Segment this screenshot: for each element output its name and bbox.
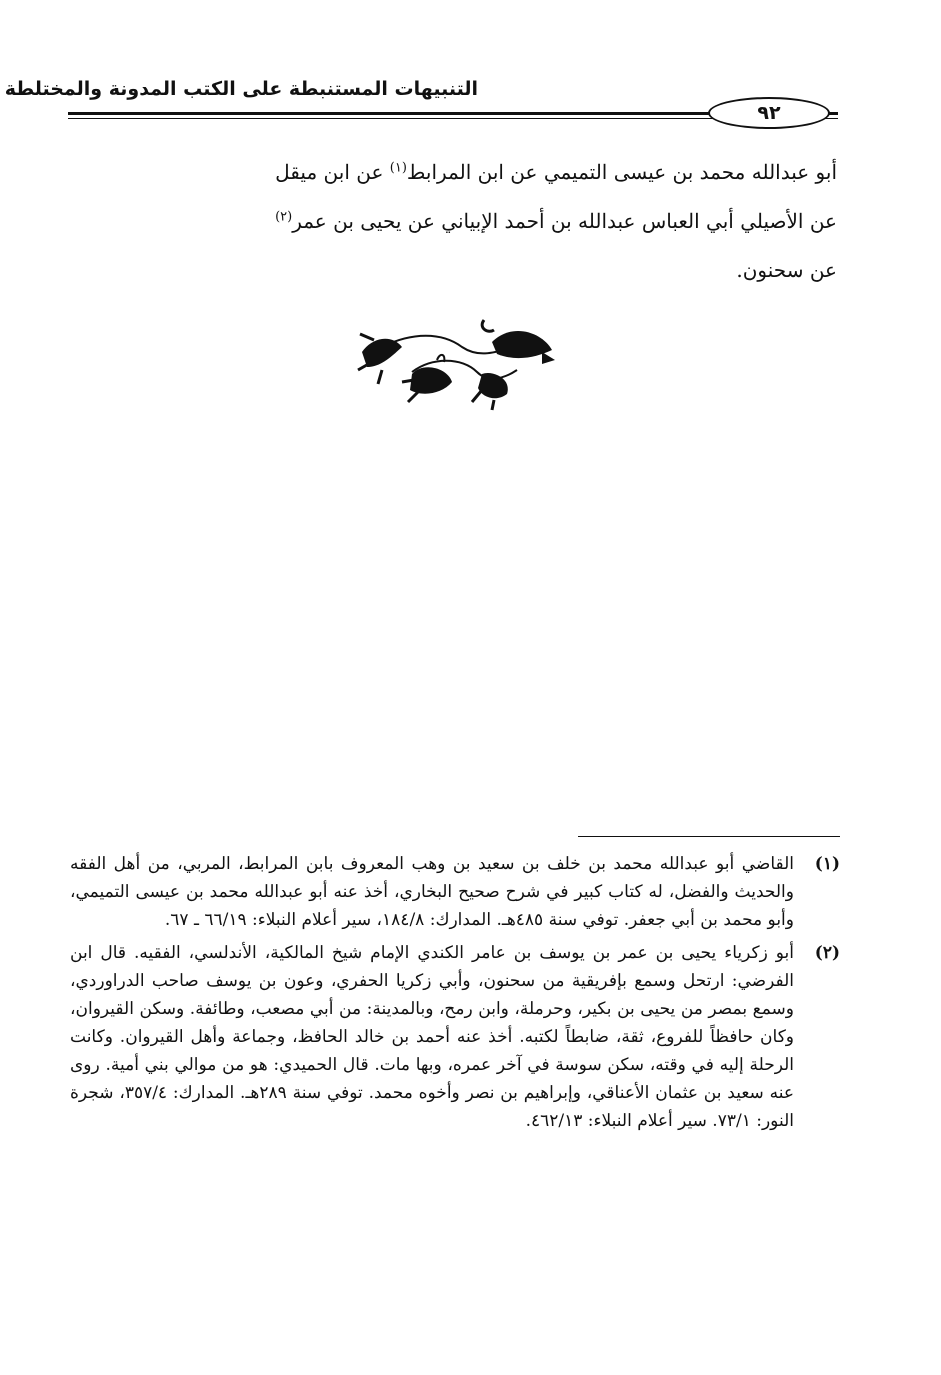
main-line-2-text: عن الأصيلي أبي العباس عبدالله بن أحمد الإبياني عن يحيى بن عمر [292, 209, 837, 233]
footnote-2 [70, 939, 840, 1135]
footnote-ref-2[interactable]: (٢) [275, 209, 293, 225]
main-text [72, 148, 837, 295]
footnote-text: أبو زكرياء يحيى بن عمر بن يوسف بن عامر الكندي الإمام شيخ المالكية، الأندلسي، الفقيه. قال ابن الفرضي: ارتحل وسمع بإفريقية من سحنون، وأبي زكريا الحفري، وعون بن يوسف صاحب الدراوردي، وسمع بمصر من يحيى بن بكير، وحرملة، وابن رمح، وبالمدينة: من أبي مصعب، وطائفة. وسكن القيروان، وكان حافظاً للفروع، ثقة، ضابطاً لكتبه. أخذ عنه أحمد بن خالد الحافظ، وجماعة وأهل القيروان. وكانت الرحلة إليه في وقته، سكن سوسة في آخر عمره، وبها مات. قال الحميدي: هو من موالي بني أمية. روى عنه سعيد بن عثمان الأعناقي، وإبراهيم بن نصر وأخوه محمد. توفي سنة ٢٨٩هـ. المدارك: ٣٥٧/٤، شجرة النور: ٧٣/١. سير أعلام النبلاء: ٤٦٢/١٣. [70, 943, 794, 1131]
page-header [4, 78, 838, 134]
floral-ornament-icon [352, 312, 558, 412]
footnotes [70, 850, 840, 1140]
running-title: التنبيهات المستنبطة على الكتب المدونة والمختلطة [4, 78, 478, 100]
footnote-number: (١) [814, 854, 840, 874]
main-line-1 [72, 148, 837, 197]
footnote-number: (٢) [814, 943, 840, 963]
footnote-ref-1[interactable]: (١) [389, 160, 407, 176]
footnote-1 [70, 850, 840, 934]
main-line-2 [72, 197, 837, 246]
main-line-1-text: أبو عبدالله محمد بن عيسى التميمي عن ابن المرابط [406, 160, 837, 184]
footnote-text: القاضي أبو عبدالله محمد بن خلف بن سعيد بن وهب المعروف بابن المرابط، المربي، من أهل الفقه والحديث والفضل، له كتاب كبير في شرح صحيح البخاري، أخذ عنه أبو عبدالله محمد بن عيسى التميمي، وأبو محمد بن أبي جعفر. توفي سنة ٤٨٥هـ. المدارك: ١٨٤/٨، سير أعلام النبلاء: ٦٦/١٩ ـ ٦٧. [70, 854, 794, 930]
main-line-1-tail: عن ابن ميقل [275, 160, 390, 184]
page-number: ٩٢ [708, 97, 830, 129]
footnote-separator [578, 836, 840, 837]
main-line-3: عن سحنون. [736, 258, 837, 282]
